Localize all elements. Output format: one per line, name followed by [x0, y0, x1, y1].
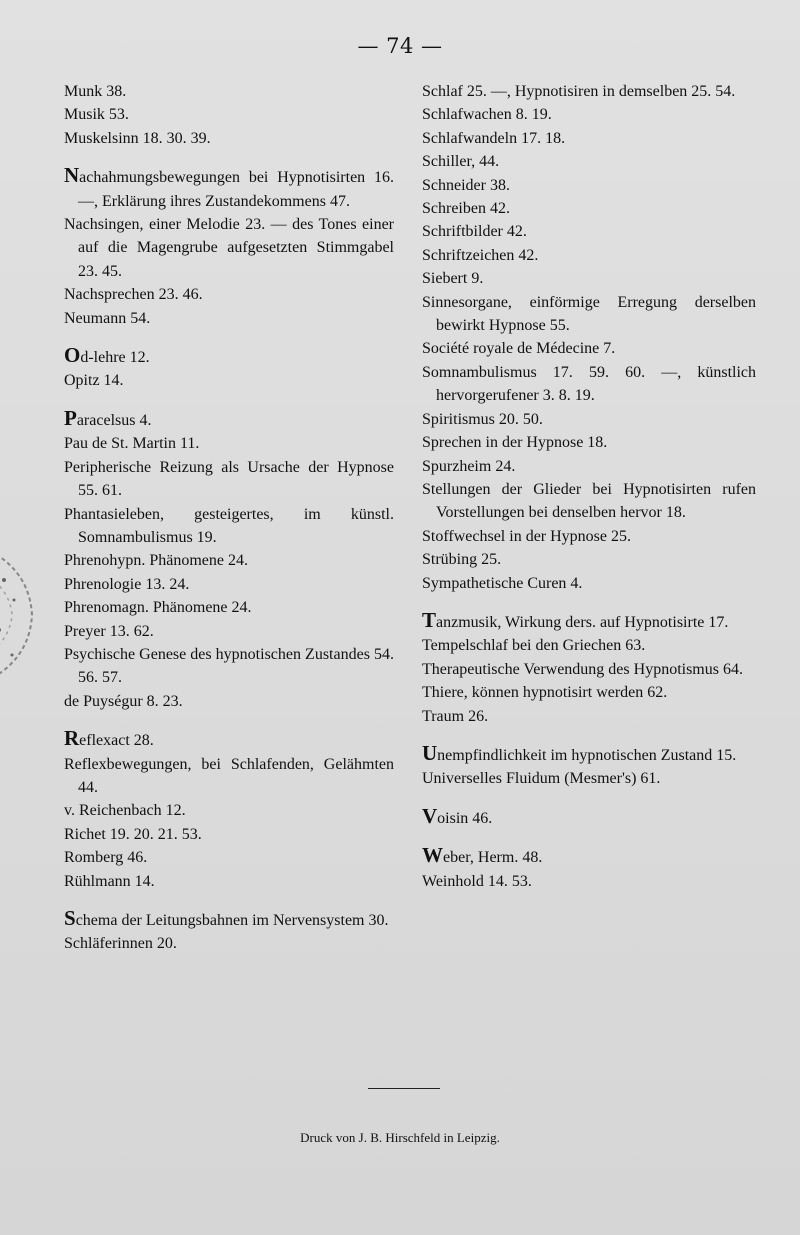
- entry-text: Siebert 9.: [422, 270, 484, 288]
- index-entry: [64, 907, 394, 932]
- entry-text: Preyer 13. 62.: [64, 622, 154, 640]
- entry-initial: P: [64, 405, 77, 430]
- index-entry: [422, 291, 756, 338]
- index-entry: [64, 870, 394, 893]
- entry-text: Pau de St. Martin 11.: [64, 435, 200, 453]
- index-entry: [64, 573, 394, 596]
- entry-text: Strübing 25.: [422, 551, 502, 569]
- entry-initial: T: [422, 607, 437, 632]
- index-entry: [422, 197, 756, 220]
- entry-initial: V: [422, 803, 438, 828]
- index-column-left: [64, 80, 394, 956]
- index-entry: [64, 727, 394, 752]
- entry-text: Spiritismus 20. 50.: [422, 410, 543, 428]
- index-entry: [64, 283, 394, 306]
- entry-initial: S: [64, 906, 76, 930]
- index-entry: [422, 742, 756, 767]
- index-entry: [64, 620, 394, 643]
- entry-text: eber, Herm. 48.: [443, 849, 543, 867]
- entry-text: Stoffwechsel in der Hypnose 25.: [422, 527, 631, 545]
- index-entry: [422, 127, 756, 150]
- index-entry: [422, 767, 756, 790]
- entry-text: Psychische Genese des hypnotischen Zustandes 54. 56. 57.: [64, 645, 394, 687]
- index-entry: [422, 572, 756, 595]
- index-entry: [422, 337, 756, 360]
- entry-text: Nachsingen, einer Melodie 23. — des Tones einer auf die Magengrube aufgesetzten Stimmgabel 23. 45.: [64, 216, 394, 280]
- index-entry: [64, 127, 394, 150]
- entry-text: Phrenologie 13. 24.: [64, 575, 190, 593]
- entry-text: Schlaf 25. —, Hypnotisiren in demselben 25. 54.: [422, 83, 736, 100]
- index-entry: [422, 658, 756, 681]
- entry-text: Spurzheim 24.: [422, 457, 516, 475]
- entry-text: eflexact 28.: [79, 732, 154, 750]
- index-entry: [64, 369, 394, 392]
- entry-text: Somnambulismus 17. 59. 60. —, künstlich hervorgerufener 3. 8. 19.: [422, 363, 756, 405]
- entry-text: Musik 53.: [64, 106, 129, 124]
- index-entry: [422, 455, 756, 478]
- entry-text: de Puységur 8. 23.: [64, 692, 183, 710]
- entry-text: Peripherische Reizung als Ursache der Hypnose 55. 61.: [64, 458, 394, 500]
- index-entry: [64, 823, 394, 846]
- index-entry: [422, 525, 756, 548]
- entry-text: Schriftbilder 42.: [422, 223, 527, 241]
- entry-text: Romberg 46.: [64, 849, 148, 867]
- index-entry: [422, 844, 756, 869]
- index-entry: [64, 643, 394, 690]
- entry-text: Schneider 38.: [422, 176, 510, 194]
- entry-text: nempfindlichkeit im hypnotischen Zustand 15.: [437, 746, 737, 764]
- index-entry: [64, 799, 394, 822]
- index-entry: [422, 408, 756, 431]
- index-entry: [422, 244, 756, 267]
- entry-text: Rühlmann 14.: [64, 872, 155, 890]
- index-entry: [64, 932, 394, 955]
- entry-text: Neumann 54.: [64, 309, 151, 327]
- index-entry: [422, 609, 756, 634]
- index-entry: [422, 267, 756, 290]
- index-entry: [422, 805, 756, 830]
- index-entry: [422, 431, 756, 454]
- entry-text: Traum 26.: [422, 707, 489, 725]
- entry-text: Therapeutische Verwendung des Hypnotismus 64.: [422, 660, 743, 678]
- entry-text: Tempelschlaf bei den Griechen 63.: [422, 637, 646, 655]
- index-entry: [64, 307, 394, 330]
- index-entry: [422, 634, 756, 657]
- index-entry: [64, 846, 394, 869]
- entry-initial: O: [64, 343, 81, 368]
- entry-text: Schreiben 42.: [422, 200, 510, 218]
- entry-text: Thiere, können hypnotisirt werden 62.: [422, 684, 668, 702]
- entry-text: Schlafwachen 8. 19.: [422, 106, 552, 124]
- library-stamp-icon: [0, 520, 54, 710]
- index-entry: [422, 150, 756, 173]
- entry-text: achahmungsbewegungen bei Hypnotisirten 16. —, Erklärung ihres Zustandekommens 47.: [78, 169, 394, 210]
- entry-text: chema der Leitungsbahnen im Nervensystem 30.: [75, 912, 389, 929]
- entry-text: Phantasieleben, gesteigertes, im künstl. Somnambulismus 19.: [64, 505, 394, 546]
- entry-initial: N: [64, 163, 80, 188]
- index-entry: [422, 870, 756, 893]
- index-column-right: [422, 80, 756, 893]
- entry-text: Schiller, 44.: [422, 153, 500, 171]
- index-entry: [422, 174, 756, 197]
- entry-text: Phrenohypn. Phänomene 24.: [64, 552, 248, 570]
- index-entry: [64, 456, 394, 503]
- entry-text: Sympathetische Curen 4.: [422, 574, 583, 592]
- entry-initial: R: [64, 726, 80, 751]
- index-entry: [422, 103, 756, 126]
- index-entry: [64, 213, 394, 283]
- footer-rule: [368, 1088, 440, 1089]
- entry-text: Muskelsinn 18. 30. 39.: [64, 129, 211, 147]
- index-entry: [422, 220, 756, 243]
- entry-text: Schläferinnen 20.: [64, 935, 177, 953]
- index-entry: [422, 681, 756, 704]
- index-entry: [64, 164, 394, 213]
- index-entry: [64, 103, 394, 126]
- entry-text: Weinhold 14. 53.: [422, 872, 532, 890]
- entry-text: aracelsus 4.: [76, 411, 152, 429]
- entry-text: Sprechen in der Hypnose 18.: [422, 434, 608, 452]
- printer-imprint: Druck von J. B. Hirschfeld in Leipzig.: [300, 1130, 500, 1145]
- entry-text: Schriftzeichen 42.: [422, 246, 539, 264]
- index-entry: [422, 361, 756, 408]
- entry-text: Sinnesorgane, einförmige Erregung derselben bewirkt Hypnose 55.: [422, 293, 756, 335]
- entry-text: Universelles Fluidum (Mesmer's) 61.: [422, 770, 661, 788]
- index-entry: [422, 548, 756, 571]
- index-entry: [64, 596, 394, 619]
- index-entry: [422, 705, 756, 728]
- entry-text: Munk 38.: [64, 83, 127, 100]
- entry-text: Reflexbewegungen, bei Schlafenden, Gelähmten 44.: [64, 755, 394, 796]
- entry-text: Phrenomagn. Phänomene 24.: [64, 599, 252, 617]
- index-entry: [64, 753, 394, 800]
- index-entry: [64, 549, 394, 572]
- index-entry: [64, 407, 394, 432]
- page-number: — 74 —: [357, 34, 443, 58]
- entry-initial: U: [422, 740, 438, 765]
- entry-text: Nachsprechen 23. 46.: [64, 286, 203, 304]
- entry-text: Stellungen der Glieder bei Hypnotisirten rufen Vorstellungen bei denselben hervor 18.: [422, 480, 756, 522]
- entry-text: Opitz 14.: [64, 372, 124, 390]
- index-entry: [64, 690, 394, 713]
- entry-text: Richet 19. 20. 21. 53.: [64, 825, 202, 843]
- entry-text: v. Reichenbach 12.: [64, 802, 186, 820]
- entry-initial: W: [422, 843, 443, 868]
- index-entry: [422, 478, 756, 525]
- entry-text: anzmusik, Wirkung ders. auf Hypnotisirte 17.: [436, 613, 729, 631]
- index-entry: [64, 432, 394, 455]
- entry-text: d-lehre 12.: [80, 349, 150, 367]
- entry-text: Société royale de Médecine 7.: [422, 340, 616, 358]
- entry-text: Schlafwandeln 17. 18.: [422, 129, 566, 147]
- index-entry: [422, 80, 756, 103]
- index-entry: [64, 80, 394, 103]
- index-entry: [64, 344, 394, 369]
- entry-text: oisin 46.: [437, 809, 493, 827]
- index-entry: [64, 503, 394, 550]
